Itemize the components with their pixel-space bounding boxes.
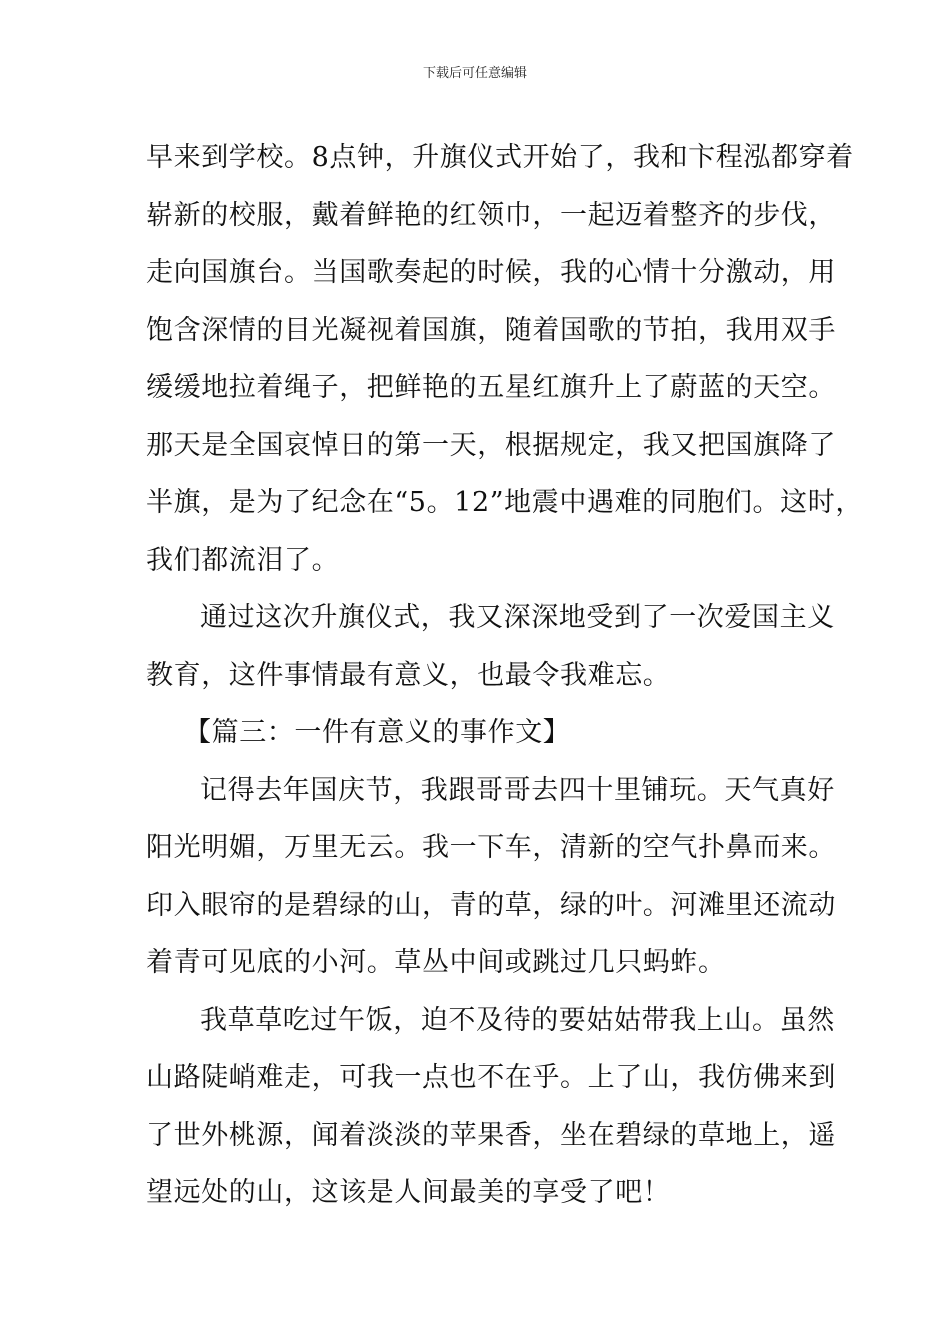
- text-line: 教育，这件事情最有意义，也最令我难忘。: [146, 659, 671, 691]
- paragraph: [146, 762, 836, 992]
- text-line: 通过这次升旗仪式，我又深深地受到了一次爱国主义: [200, 602, 835, 633]
- paragraph: [146, 129, 863, 589]
- text-line: 记得去年国庆节，我跟哥哥去四十里铺玩。天气真好: [200, 774, 835, 806]
- text-line: 半旗，是为了纪念在“5。12”地震中遇难的同胞们。这时，: [146, 487, 863, 518]
- section-heading: [146, 704, 836, 762]
- text-line: 早来到学校。8点钟，升旗仪式开始了，我和卞程泓都穿着: [146, 142, 854, 173]
- text-line: 山路陡峭难走，可我一点也不在乎。上了山，我仿佛来到: [146, 1062, 836, 1093]
- text-line: 那天是全国哀悼日的第一天，根据规定，我又把国旗降了: [146, 429, 836, 461]
- document-body: [146, 129, 863, 1222]
- page-header: 下载后可任意编辑: [422, 66, 527, 81]
- text-line: 我草草吃过午饭，迫不及待的要姑姑带我上山。虽然: [200, 1004, 835, 1036]
- text-line: 崭新的校服，戴着鲜艳的红领巾，一起迈着整齐的步伐，: [146, 199, 836, 231]
- text-line: 缓缓地拉着绳子，把鲜艳的五星红旗升上了蔚蓝的天空。: [146, 372, 836, 403]
- text-line: 我们都流泪了。: [146, 544, 340, 576]
- text-line: 走向国旗台。当国歌奏起的时候，我的心情十分激动，用: [146, 257, 836, 288]
- text-line: 了世外桃源，闻着淡淡的苹果香，坐在碧绿的草地上，遥: [146, 1119, 836, 1151]
- text-line: 望远处的山，这该是人间最美的享受了吧！: [146, 1177, 671, 1208]
- text-line: 饱含深情的目光凝视着国旗，随着国歌的节拍，我用双手: [146, 314, 836, 346]
- paragraph: [146, 992, 836, 1222]
- text-line: 着青可见底的小河。草丛中间或跳过几只蚂蚱。: [146, 947, 726, 978]
- heading-text: 【篇三：一件有意义的事作文】: [184, 717, 571, 748]
- text-line: 印入眼帘的是碧绿的山，青的草，绿的叶。河滩里还流动: [146, 889, 836, 921]
- paragraph: [146, 589, 836, 704]
- text-line: 阳光明媚，万里无云。我一下车，清新的空气扑鼻而来。: [146, 832, 836, 863]
